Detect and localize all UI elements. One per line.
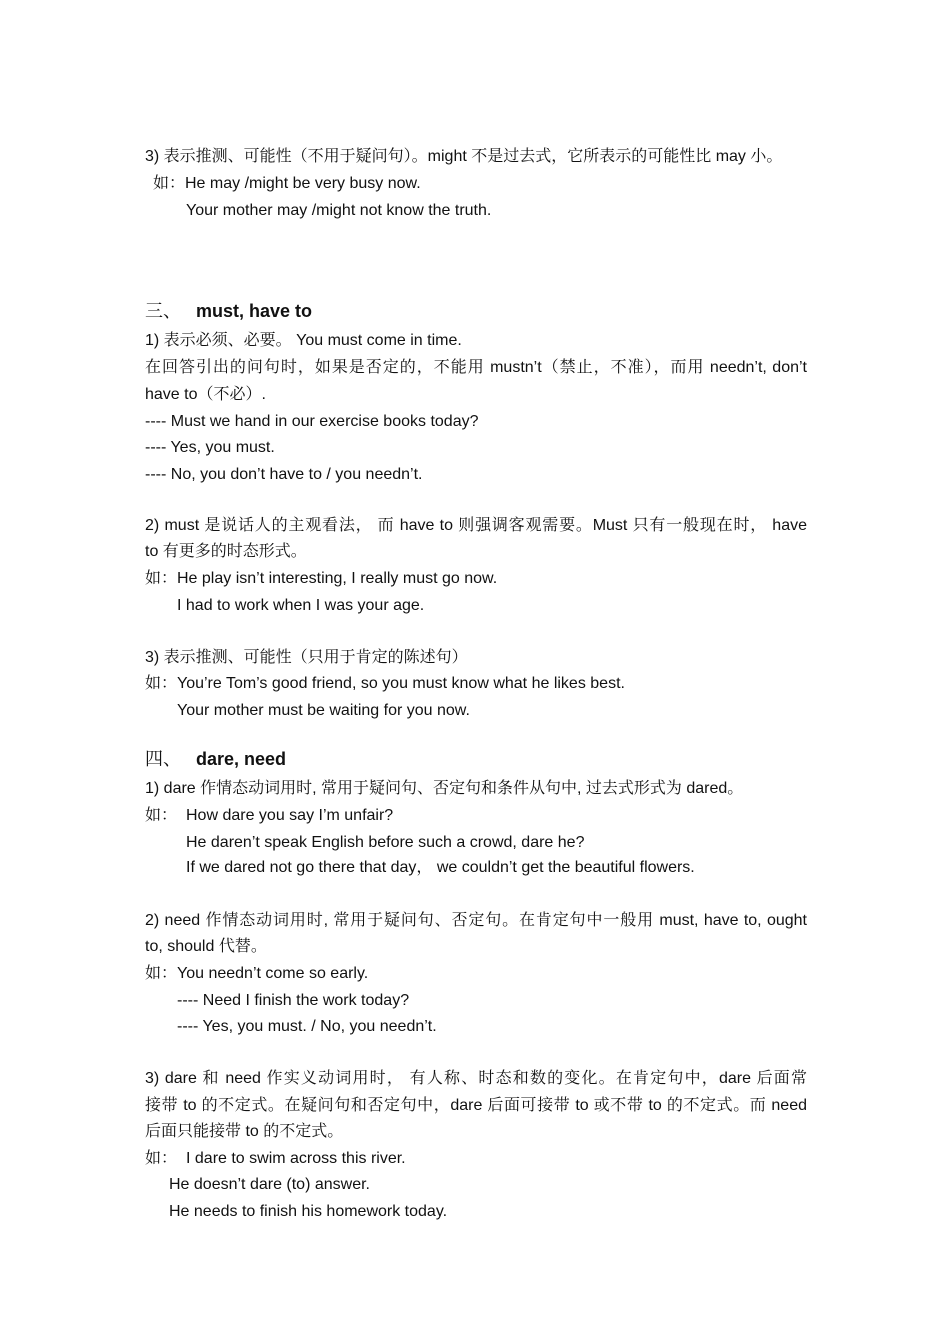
example-line: How dare you say I’m unfair?	[186, 807, 394, 824]
example-line: He daren’t speak English before such a crowd, dare he?	[186, 834, 585, 851]
dialog-line: ---- Yes, you must.	[145, 439, 275, 456]
example-line: 如：He play isn’t interesting, I really must go now.	[145, 570, 498, 587]
dialog-line: ---- Yes, you must. / No, you needn’t.	[177, 1018, 437, 1035]
paragraph-must-vs-have-to: 2) must 是说话人的主观看法， 而 have to 则强调客观需要。Must 只有一般现在时， have	[145, 517, 807, 534]
example-line: I had to work when I was your age.	[177, 597, 425, 614]
paragraph-might-possibility: 3) 表示推测、可能性（不用于疑问句）。might 不是过去式，它所表示的可能性比 may 小。	[145, 148, 783, 165]
paragraph-dare-need-verb: 后面只能接带 to 的不定式。	[145, 1123, 344, 1140]
paragraph-dare-need-verb: 接带 to 的不定式。在疑问句和否定句中，dare 后面可接带 to 或不带 to 的不定式。而 need	[145, 1097, 807, 1114]
example-line: He needs to finish his homework today.	[169, 1203, 448, 1220]
heading-title: must, have to	[196, 301, 313, 321]
example-line: 如：You’re Tom’s good friend, so you must know what he likes best.	[145, 675, 625, 692]
example-line: He doesn’t dare (to) answer.	[169, 1176, 370, 1193]
section-heading-dare-need	[145, 749, 286, 769]
heading-number: 三、	[145, 301, 181, 321]
paragraph-must-inference: 3) 表示推测、可能性（只用于肯定的陈述句）	[145, 649, 468, 666]
paragraph-must-necessity: 1) 表示必须、必要。 You must come in time.	[145, 332, 462, 349]
example-label: 如：	[145, 1150, 178, 1167]
paragraph-note: 在回答引出的问句时，如果是否定的，不能用 mustn’t（禁止，不准），而用 needn’t, don’t	[145, 359, 807, 376]
paragraph-must-vs-have-to: to 有更多的时态形式。	[145, 543, 307, 560]
example-label: 如：	[145, 807, 178, 824]
paragraph-note: have to（不必）.	[145, 386, 266, 403]
example-line: 如：He may /might be very busy now.	[153, 175, 421, 192]
heading-number: 四、	[145, 749, 181, 769]
example-line: If we dared not go there that day， we couldn’t get the beautiful flowers.	[186, 859, 695, 876]
example-line: 如：You needn’t come so early.	[145, 965, 369, 982]
dialog-line: ---- Must we hand in our exercise books today?	[145, 413, 479, 430]
example-line: Your mother may /might not know the truth.	[186, 202, 492, 219]
paragraph-need-modal: to, should 代替。	[145, 938, 267, 955]
paragraph-dare-need-verb: 3) dare 和 need 作实义动词用时， 有人称、时态和数的变化。在肯定句中，dare 后面常	[145, 1070, 807, 1087]
dialog-line: ---- No, you don’t have to / you needn’t.	[145, 466, 423, 483]
example-line: I dare to swim across this river.	[186, 1150, 406, 1167]
dialog-line: ---- Need I finish the work today?	[177, 992, 410, 1009]
section-heading-must-have-to	[145, 301, 312, 321]
heading-title: dare, need	[196, 749, 287, 769]
paragraph-need-modal: 2) need 作情态动词用时, 常用于疑问句、否定句。在肯定句中一般用 must, have to, ought	[145, 912, 807, 929]
paragraph-dare-modal: 1) dare 作情态动词用时, 常用于疑问句、否定句和条件从句中, 过去式形式为 dared。	[145, 780, 744, 797]
example-line: Your mother must be waiting for you now.	[177, 702, 470, 719]
